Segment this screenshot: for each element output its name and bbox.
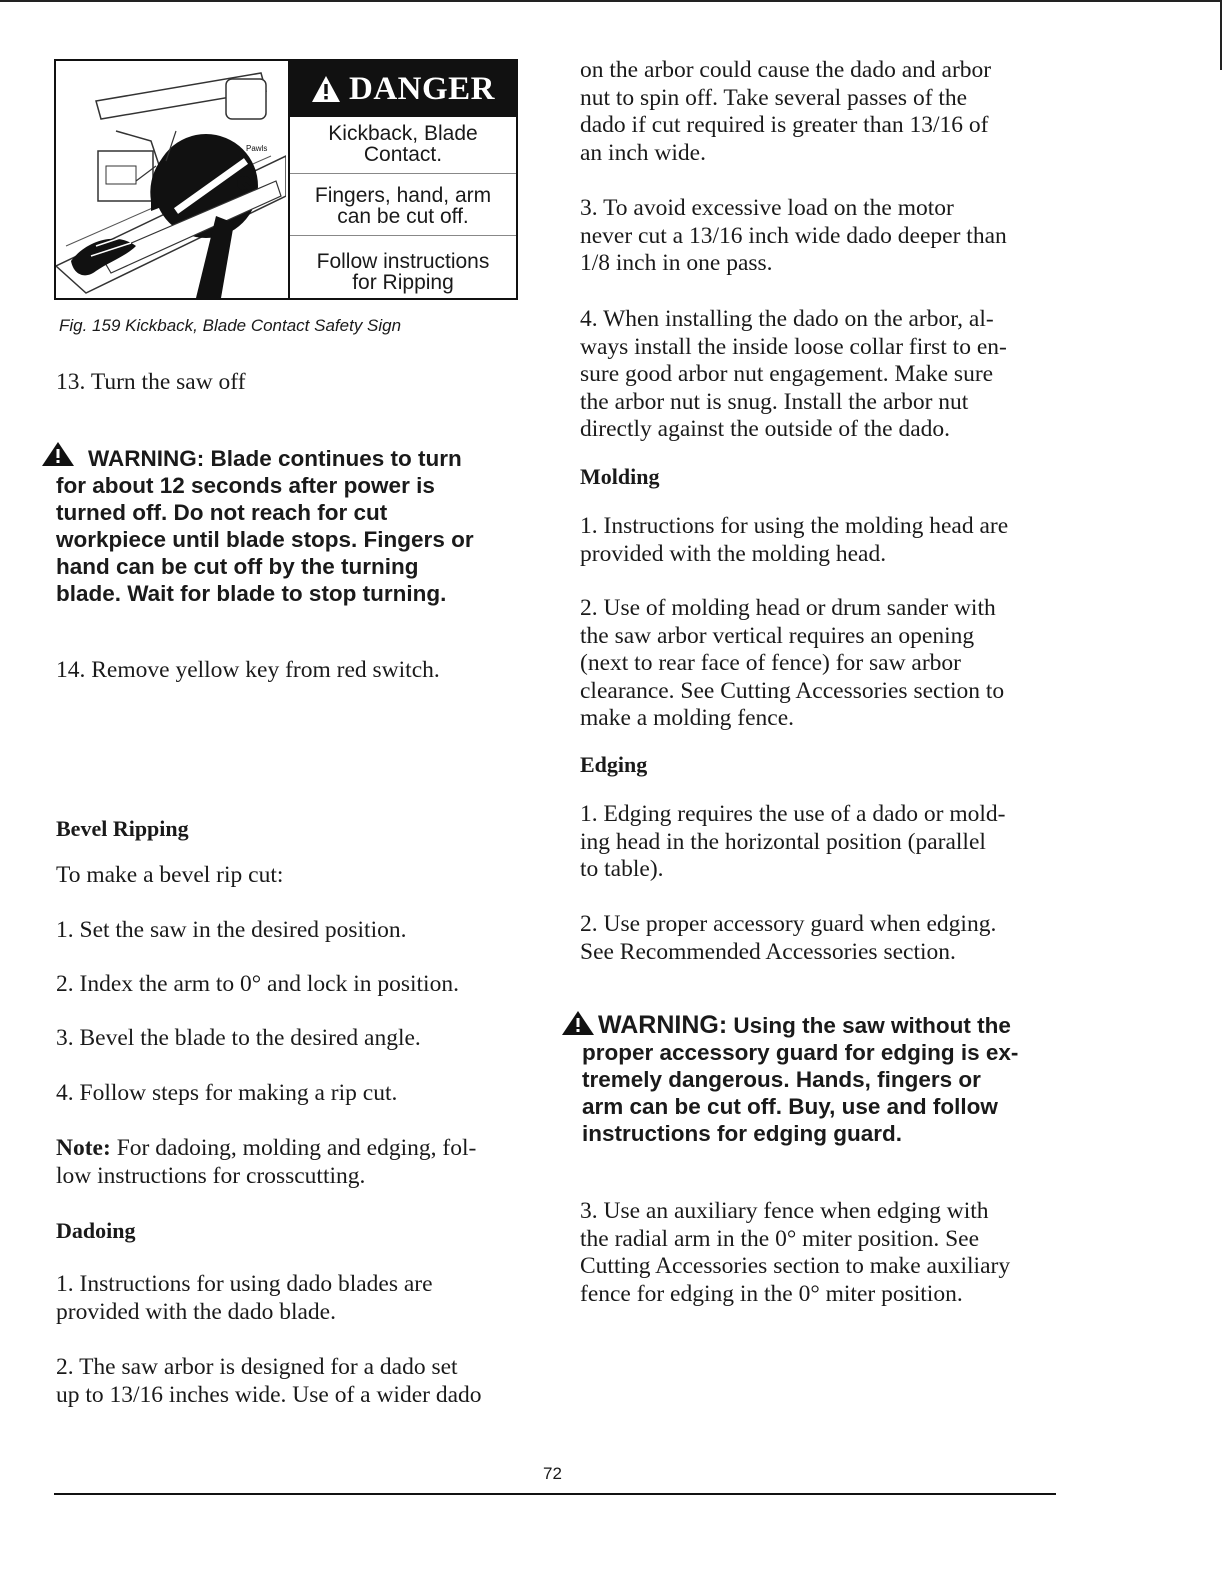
warning-triangle-icon bbox=[311, 75, 341, 103]
sign-fingers-text: Fingers, hand, arm can be cut off. bbox=[314, 184, 492, 228]
bevel-step-2: 2. Index the arm to 0° and lock in position. bbox=[56, 971, 459, 997]
sign-kickback-text: Kickback, Blade Contact. bbox=[328, 122, 478, 166]
dado-step-2: 2. The saw arbor is designed for a dado set up to 13/16 inches wide. Use of a wider dado bbox=[56, 1354, 482, 1408]
pawls-label: Pawls bbox=[246, 144, 268, 153]
page-number: 72 bbox=[543, 1464, 562, 1483]
blade-warning: WARNING: Blade continues to turn for about 12 seconds after power is turned off. Do not reach for cut workpiece until blade stops. Fingers or hand can be cut off by the turning blade. Wait for blade to stop turning. bbox=[56, 446, 474, 606]
dado-step-1: 1. Instructions for using dado blades are provided with the dado blade. bbox=[56, 1271, 433, 1325]
molding-step-2: 2. Use of molding head or drum sander with the saw arbor vertical requires an opening (next to rear face of fence) for saw arbor clearance. See Cutting Accessories section to make a molding fence. bbox=[580, 595, 1005, 731]
bevel-step-1: 1. Set the saw in the desired position. bbox=[56, 917, 407, 943]
bevel-ripping-heading: Bevel Ripping bbox=[56, 816, 189, 841]
step-13: 13. Turn the saw off bbox=[56, 369, 246, 395]
molding-heading: Molding bbox=[580, 464, 660, 489]
step-14: 14. Remove yellow key from red switch. bbox=[56, 657, 440, 683]
bevel-intro: To make a bevel rip cut: bbox=[56, 862, 284, 888]
dadoing-heading: Dadoing bbox=[56, 1218, 136, 1243]
kickback-illustration bbox=[56, 61, 286, 298]
sign-follow-text: Follow instructions for Ripping bbox=[316, 250, 490, 294]
edging-warning bbox=[582, 1012, 1018, 1147]
figure-caption: Fig. 159 Kickback, Blade Contact Safety Sign bbox=[59, 316, 402, 335]
edging-step-3: 3. Use an auxiliary fence when edging with the radial arm in the 0° miter position. See Cutting Accessories section to make auxiliary fence for edging in the 0° miter position. bbox=[580, 1198, 1011, 1307]
bevel-step-3: 3. Bevel the blade to the desired angle. bbox=[56, 1025, 421, 1051]
molding-step-1: 1. Instructions for using the molding head are provided with the molding head. bbox=[580, 513, 1009, 567]
danger-header bbox=[290, 61, 516, 117]
edging-step-1: 1. Edging requires the use of a dado or mold- ing head in the horizontal position (parallel to table). bbox=[580, 801, 1006, 882]
sign-divider bbox=[290, 173, 516, 174]
danger-title: DANGER bbox=[348, 70, 495, 107]
dado-continued: on the arbor could cause the dado and arbor nut to spin off. Take several passes of the dado if cut required is greater than 13/16 of an inch wide. bbox=[580, 57, 992, 166]
top-border bbox=[0, 0, 1222, 2]
danger-safety-sign bbox=[54, 59, 518, 300]
edging-step-2: 2. Use proper accessory guard when edging. See Recommended Accessories section. bbox=[580, 911, 997, 965]
note-label: Note: bbox=[56, 1135, 111, 1161]
note-text: For dadoing, molding and edging, fol- low instructions for crosscutting. bbox=[56, 1135, 477, 1189]
edging-heading: Edging bbox=[580, 752, 648, 777]
dado-step-3: 3. To avoid excessive load on the motor never cut a 13/16 inch wide dado deeper than 1/8 inch in one pass. bbox=[580, 195, 1007, 276]
note-paragraph bbox=[56, 1135, 476, 1190]
edging-warning-label: WARNING: bbox=[598, 1011, 728, 1039]
edging-warning-text: Using the saw without the proper accessory guard for edging is ex- tremely dangerous. Hands, fingers or arm can be cut off. Buy, use and follow instructions for edging guard. bbox=[582, 1013, 1019, 1146]
sign-divider bbox=[290, 235, 516, 236]
footer-rule bbox=[54, 1493, 1056, 1495]
bevel-step-4: 4. Follow steps for making a rip cut. bbox=[56, 1080, 398, 1106]
dado-step-4: 4. When installing the dado on the arbor, al- ways install the inside loose collar first to en- sure good arbor nut engagement. Make sure the arbor nut is snug. Install the arbor nut directly against the outside of the dado. bbox=[580, 306, 1007, 442]
danger-text-panel bbox=[288, 61, 516, 298]
